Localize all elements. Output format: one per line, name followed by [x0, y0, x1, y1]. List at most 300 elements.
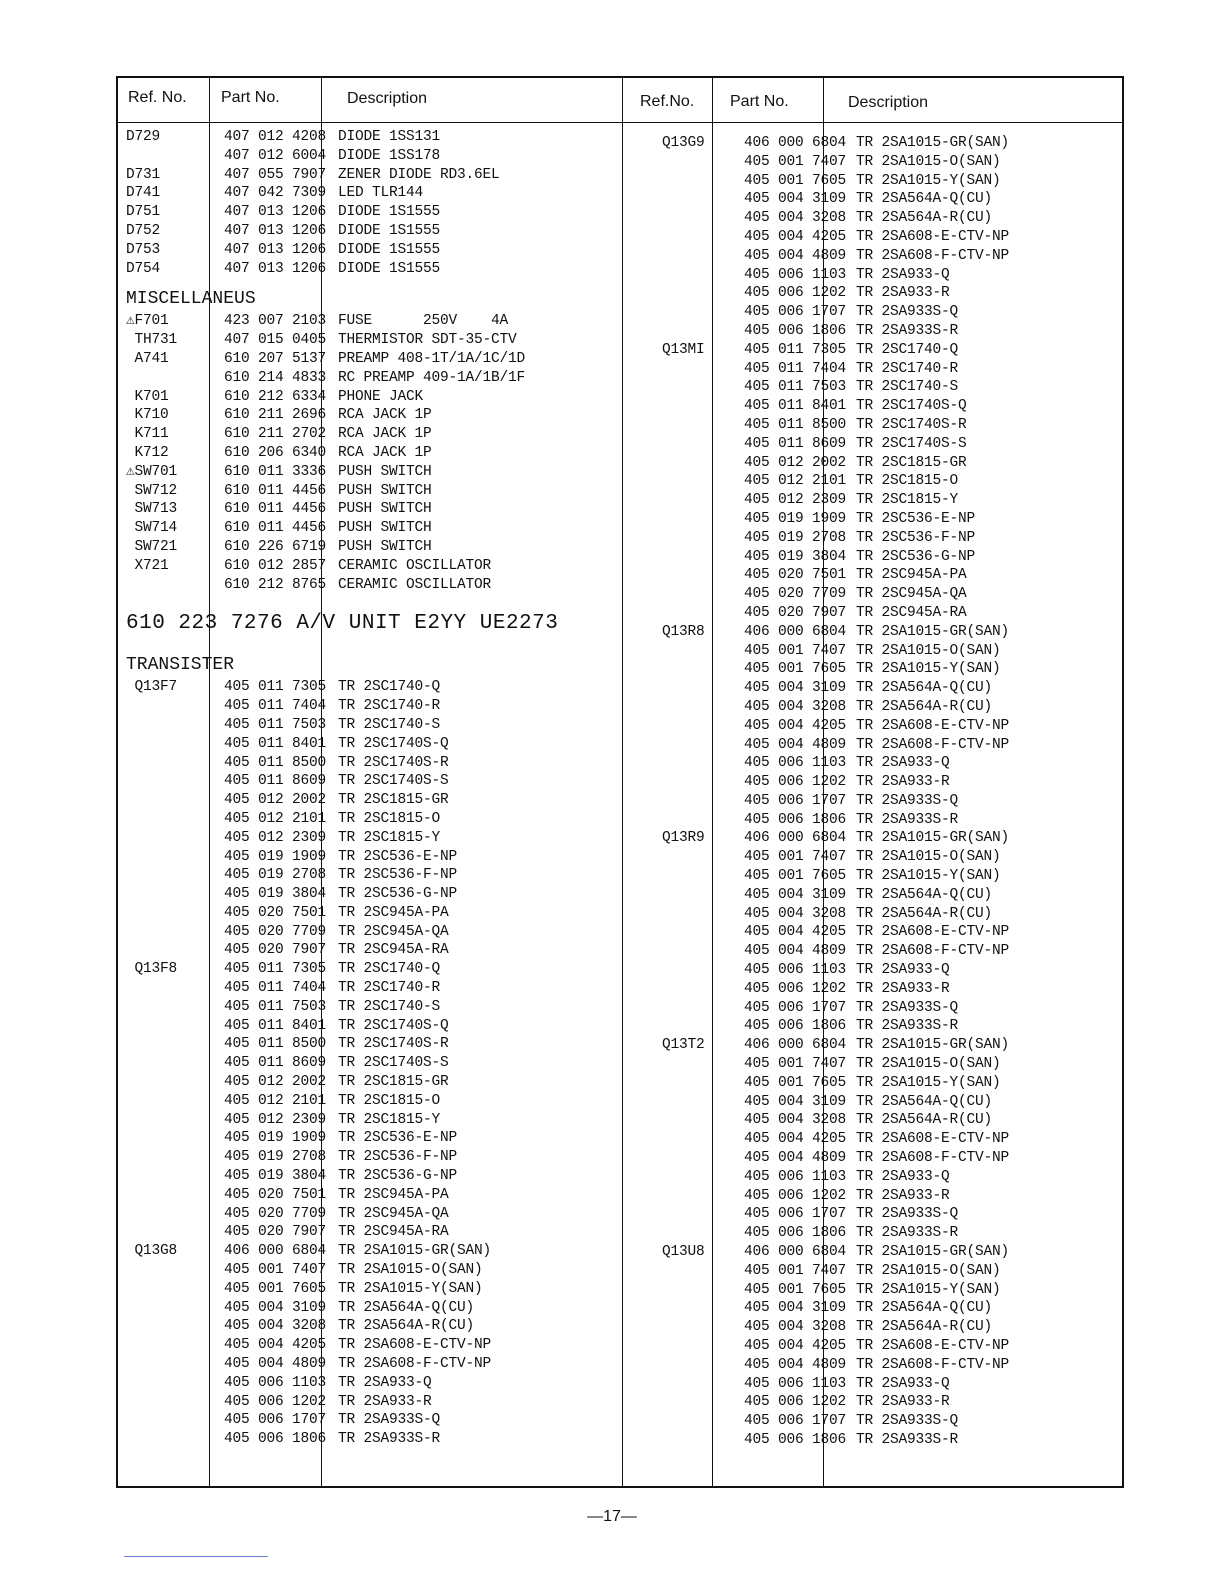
part-row [662, 266, 1122, 285]
part-row [662, 548, 1122, 567]
part-no: 405 004 4809 [744, 247, 847, 264]
description: TR 2SA933-R [856, 980, 950, 997]
description: TR 2SA933S-R [856, 322, 959, 339]
part-row [126, 500, 616, 519]
description: TR 2SC536-E-NP [856, 510, 976, 527]
ref-no: D752 [126, 222, 161, 239]
part-no: 405 011 8609 [224, 773, 327, 790]
part-row [126, 241, 616, 260]
part-row [126, 1261, 616, 1280]
description: TR 2SA1015-O(SAN) [856, 1262, 1001, 1279]
description: TR 2SA933-Q [856, 755, 950, 772]
description: TR 2SC1740S-Q [338, 1017, 449, 1034]
part-no: 405 012 2002 [224, 792, 327, 809]
part-no: 405 001 7605 [744, 661, 847, 678]
description: TR 2SA1015-Y(SAN) [856, 1281, 1001, 1298]
part-no: 405 001 7407 [224, 1262, 327, 1279]
part-row [126, 1280, 616, 1299]
description: TR 2SA1015-O(SAN) [856, 849, 1001, 866]
part-no: 405 004 4809 [744, 736, 847, 753]
description: TR 2SA564A-R(CU) [856, 698, 993, 715]
part-row [662, 811, 1122, 830]
description: TR 2SC1740-Q [856, 341, 959, 358]
ref-no: Q13G8 [126, 1243, 178, 1260]
ref-no: SW713 [126, 501, 178, 518]
part-no: 610 011 3336 [224, 463, 327, 480]
description: TR 2SC945A-RA [856, 604, 967, 621]
part-no: 405 004 3109 [744, 886, 847, 903]
ref-no: D741 [126, 185, 161, 202]
part-no: 405 004 4809 [224, 1356, 327, 1373]
description: TR 2SC1740-R [338, 980, 441, 997]
description: TR 2SC1740-R [856, 360, 959, 377]
part-no: 405 020 7709 [224, 1205, 327, 1222]
part-no: 405 004 3208 [744, 210, 847, 227]
part-row [662, 923, 1122, 942]
part-no: 405 006 1707 [744, 1206, 847, 1223]
ref-no: SW714 [126, 520, 178, 537]
part-no: 405 019 3804 [744, 548, 847, 565]
center-divider [622, 76, 623, 1488]
part-no: 405 011 8401 [744, 398, 847, 415]
part-no: 610 207 5137 [224, 350, 327, 367]
part-row [662, 529, 1122, 548]
part-row [662, 454, 1122, 473]
part-row [662, 172, 1122, 191]
part-row [126, 388, 616, 407]
part-row [126, 1205, 616, 1224]
description: TR 2SC536-F-NP [338, 867, 458, 884]
part-no: 405 006 1707 [744, 792, 847, 809]
description: TR 2SC536-F-NP [338, 1149, 458, 1166]
part-no: 406 000 6804 [744, 1037, 847, 1054]
ref-no: D731 [126, 166, 161, 183]
part-no: 405 019 2708 [744, 529, 847, 546]
description: TR 2SC1815-Y [338, 1111, 441, 1128]
description: TR 2SA608-F-CTV-NP [856, 736, 1010, 753]
part-no: 405 012 2002 [744, 454, 847, 471]
right-column [662, 134, 1122, 1450]
description: FUSE 250V 4A [338, 313, 509, 330]
part-row [662, 378, 1122, 397]
part-row [126, 885, 616, 904]
description: TR 2SA564A-Q(CU) [856, 680, 993, 697]
part-row [126, 1148, 616, 1167]
part-no: 610 214 4833 [224, 369, 327, 386]
description: TR 2SC945A-PA [856, 567, 967, 584]
part-no: 407 012 4208 [224, 129, 327, 145]
description: TR 2SA933S-Q [856, 1413, 959, 1430]
part-row [662, 1055, 1122, 1074]
description: RCA JACK 1P [338, 407, 432, 424]
description: TR 2SA564A-R(CU) [856, 905, 993, 922]
part-row [126, 1073, 616, 1092]
part-no: 405 004 4809 [744, 1356, 847, 1373]
part-row [662, 1074, 1122, 1093]
description: ZENER DIODE RD3.6EL [338, 166, 500, 183]
ref-no: TH731 [126, 332, 178, 349]
part-row [126, 1374, 616, 1393]
part-no: 405 011 8500 [744, 416, 847, 433]
ref-no: Q13F8 [126, 961, 178, 978]
part-no: 405 006 1103 [744, 962, 847, 979]
ref-no: K710 [126, 407, 169, 424]
part-no: 405 006 1806 [744, 322, 847, 339]
part-no: 610 011 4456 [224, 482, 327, 499]
description: RCA JACK 1P [338, 426, 432, 443]
ref-no: ⚠SW701 [126, 463, 178, 480]
part-no: 405 006 1806 [224, 1431, 327, 1448]
part-no: 405 004 3109 [744, 191, 847, 208]
part-no: 405 001 7407 [744, 849, 847, 866]
part-row [662, 773, 1122, 792]
part-row [126, 128, 616, 147]
part-no: 405 004 4205 [744, 717, 847, 734]
description: DIODE 1S1555 [338, 222, 441, 239]
part-no: 610 011 4456 [224, 501, 327, 518]
description: TR 2SA933-R [856, 285, 950, 302]
part-no: 407 042 7309 [224, 185, 327, 202]
part-row [662, 1299, 1122, 1318]
part-no: 610 211 2696 [224, 407, 327, 424]
part-no: 610 212 6334 [224, 388, 327, 405]
description: PUSH SWITCH [338, 520, 432, 537]
part-no: 610 226 6719 [224, 538, 327, 555]
ref-no: Q13F7 [126, 679, 178, 696]
part-row [126, 482, 616, 501]
description: TR 2SC945A-RA [338, 1224, 449, 1241]
part-row [126, 735, 616, 754]
description: TR 2SA1015-Y(SAN) [856, 661, 1001, 678]
part-row [662, 1205, 1122, 1224]
ref-no: Q13T2 [662, 1037, 705, 1054]
part-no: 405 001 7407 [744, 642, 847, 659]
part-no: 405 001 7605 [224, 1280, 327, 1297]
description: TR 2SC536-G-NP [856, 548, 976, 565]
part-no: 406 000 6804 [744, 1244, 847, 1261]
part-no: 405 006 1806 [744, 1225, 847, 1242]
part-row [662, 322, 1122, 341]
part-row [126, 1186, 616, 1205]
part-no: 405 011 7404 [744, 360, 847, 377]
header-desc-right: Description [848, 94, 929, 111]
part-row [662, 679, 1122, 698]
part-no: 407 015 0405 [224, 332, 327, 349]
part-no: 405 006 1202 [744, 285, 847, 302]
part-row [662, 190, 1122, 209]
description: TR 2SC1740-S [338, 716, 441, 733]
part-row [126, 444, 616, 463]
description: TR 2SC1740S-Q [338, 735, 449, 752]
description: DIODE 1SS131 [338, 129, 441, 145]
ref-no: Q13MI [662, 341, 705, 358]
part-row [126, 203, 616, 222]
part-row [126, 1242, 616, 1261]
description: TR 2SC1740S-R [338, 754, 449, 771]
part-row [662, 867, 1122, 886]
description: TR 2SA564A-Q(CU) [856, 1300, 993, 1317]
ref-no: K712 [126, 444, 169, 461]
part-no: 405 020 7907 [744, 604, 847, 621]
part-row [126, 1393, 616, 1412]
part-no: 405 020 7907 [224, 942, 327, 959]
description: TR 2SC945A-PA [338, 904, 449, 921]
header-part-right: Part No. [730, 93, 789, 110]
part-row [126, 576, 616, 595]
description: TR 2SA1015-Y(SAN) [856, 172, 1001, 189]
description: TR 2SC1815-Y [856, 492, 959, 509]
part-no: 407 055 7907 [224, 166, 327, 183]
part-no: 405 004 4809 [744, 1150, 847, 1167]
part-row [126, 829, 616, 848]
part-no: 405 020 7501 [224, 1186, 327, 1203]
description: TR 2SA933-Q [856, 962, 950, 979]
part-row [662, 886, 1122, 905]
part-row [126, 960, 616, 979]
description: TR 2SC1740S-S [856, 435, 967, 452]
part-row [662, 1431, 1122, 1450]
description: PUSH SWITCH [338, 538, 432, 555]
part-row [662, 999, 1122, 1018]
part-no: 405 006 1103 [744, 1168, 847, 1185]
part-row [662, 360, 1122, 379]
part-row [126, 519, 616, 538]
description: TR 2SA564A-R(CU) [338, 1318, 475, 1335]
part-row [662, 754, 1122, 773]
description: TR 2SA933S-Q [856, 1206, 959, 1223]
description: TR 2SA933-R [856, 774, 950, 791]
description: TR 2SA564A-Q(CU) [338, 1299, 475, 1316]
part-no: 405 020 7907 [224, 1224, 327, 1241]
description: TR 2SC1740-Q [338, 961, 441, 978]
ref-no: D751 [126, 204, 161, 221]
part-no: 406 000 6804 [744, 135, 847, 151]
part-no: 405 004 3208 [744, 1319, 847, 1336]
part-row [662, 472, 1122, 491]
description: TR 2SC945A-QA [338, 923, 449, 940]
part-no: 407 012 6004 [224, 147, 327, 164]
description: TR 2SC1740S-R [856, 416, 967, 433]
description: TR 2SA1015-Y(SAN) [338, 1280, 483, 1297]
description: TR 2SA933S-Q [856, 792, 959, 809]
part-no: 405 011 8500 [224, 1036, 327, 1053]
description: TR 2SA608-F-CTV-NP [338, 1356, 492, 1373]
description: TR 2SA1015-GR(SAN) [338, 1243, 492, 1260]
part-row [126, 810, 616, 829]
header-ref-right: Ref.No. [640, 93, 695, 110]
description: TR 2SA1015-Y(SAN) [856, 1074, 1001, 1091]
part-row [662, 736, 1122, 755]
description: PUSH SWITCH [338, 501, 432, 518]
part-row [662, 642, 1122, 661]
ref-no: D729 [126, 129, 161, 145]
part-no: 406 000 6804 [744, 623, 847, 640]
part-no: 405 004 3109 [744, 1300, 847, 1317]
description: TR 2SA933-R [856, 1394, 950, 1411]
description: TR 2SC1815-O [338, 1092, 441, 1109]
part-row [662, 1243, 1122, 1262]
part-row [126, 1017, 616, 1036]
part-no: 405 004 3208 [744, 698, 847, 715]
part-no: 405 011 7404 [224, 980, 327, 997]
part-row [662, 134, 1122, 153]
part-row [126, 979, 616, 998]
description: TR 2SA564A-R(CU) [856, 210, 993, 227]
part-row [662, 1318, 1122, 1337]
part-no: 405 011 7305 [224, 679, 327, 696]
description: TR 2SA608-F-CTV-NP [856, 943, 1010, 960]
description: TR 2SC1815-O [338, 810, 441, 827]
part-no: 405 004 3208 [744, 1112, 847, 1129]
part-no: 405 006 1202 [744, 980, 847, 997]
description: TR 2SC1815-GR [338, 792, 449, 809]
description: TR 2SC1815-GR [338, 1074, 449, 1091]
part-no: 405 011 8401 [224, 735, 327, 752]
description: TR 2SC1740-Q [338, 679, 441, 696]
part-row [126, 1299, 616, 1318]
part-row [662, 341, 1122, 360]
description: TR 2SA933-Q [856, 266, 950, 283]
part-row [662, 1168, 1122, 1187]
section-heading: TRANSISTER [126, 655, 235, 676]
part-no: 405 004 4205 [224, 1337, 327, 1354]
description: DIODE 1S1555 [338, 241, 441, 258]
part-row [662, 1262, 1122, 1281]
description: DIODE 1S1555 [338, 204, 441, 221]
part-no: 405 012 2309 [744, 492, 847, 509]
part-row [662, 1111, 1122, 1130]
part-row [662, 829, 1122, 848]
part-row [126, 312, 616, 331]
part-no: 406 000 6804 [224, 1243, 327, 1260]
part-row [662, 698, 1122, 717]
part-row [126, 406, 616, 425]
part-row [662, 1412, 1122, 1431]
part-no: 405 006 1707 [744, 999, 847, 1016]
description: LED TLR144 [338, 185, 424, 202]
ref-no: K701 [126, 388, 169, 405]
part-no: 407 013 1206 [224, 260, 327, 277]
description: TR 2SA608-F-CTV-NP [856, 1150, 1010, 1167]
part-row [662, 980, 1122, 999]
part-no: 405 011 8609 [744, 435, 847, 452]
part-no: 405 019 1909 [744, 510, 847, 527]
part-no: 405 012 2101 [224, 810, 327, 827]
description: TR 2SA608-E-CTV-NP [856, 924, 1010, 941]
part-no: 405 011 8500 [224, 754, 327, 771]
description: TR 2SA1015-O(SAN) [856, 1056, 1001, 1073]
part-no: 610 212 8765 [224, 576, 327, 593]
part-no: 405 019 1909 [224, 848, 327, 865]
part-row [662, 1393, 1122, 1412]
part-row [662, 905, 1122, 924]
part-no: 405 004 3208 [744, 905, 847, 922]
part-no: 405 019 2708 [224, 1149, 327, 1166]
header-part-left: Part No. [221, 89, 280, 106]
part-no: 405 019 3804 [224, 1168, 327, 1185]
part-no: 405 001 7407 [744, 1262, 847, 1279]
description: TR 2SC1815-Y [338, 829, 441, 846]
part-row [662, 153, 1122, 172]
part-no: 405 006 1707 [744, 1413, 847, 1430]
description: TR 2SA1015-Y(SAN) [856, 868, 1001, 885]
ref-no: X721 [126, 557, 169, 574]
part-row [126, 1430, 616, 1449]
ref-no: SW712 [126, 482, 178, 499]
part-row [662, 209, 1122, 228]
description: TR 2SC945A-PA [338, 1186, 449, 1203]
part-row [126, 866, 616, 885]
part-row [662, 848, 1122, 867]
part-row [126, 1035, 616, 1054]
part-no: 405 004 4205 [744, 924, 847, 941]
part-row [126, 848, 616, 867]
part-no: 405 004 4205 [744, 228, 847, 245]
part-row [662, 1281, 1122, 1300]
section-heading: MISCELLANEUS [126, 289, 256, 310]
part-no: 407 013 1206 [224, 204, 327, 221]
description: TR 2SA608-F-CTV-NP [856, 247, 1010, 264]
description: PHONE JACK [338, 388, 424, 405]
description: TR 2SC1740-S [338, 998, 441, 1015]
description: TR 2SA608-E-CTV-NP [856, 1338, 1010, 1354]
description: TR 2SA933S-R [856, 1431, 959, 1448]
description: TR 2SC1740S-S [338, 773, 449, 790]
part-row [126, 463, 616, 482]
left-column [126, 128, 616, 1449]
part-row [126, 697, 616, 716]
description: TR 2SA1015-GR(SAN) [856, 623, 1010, 640]
part-row [126, 716, 616, 735]
part-no: 405 020 7501 [744, 567, 847, 584]
part-row [662, 303, 1122, 322]
part-row [662, 660, 1122, 679]
part-row [126, 260, 616, 279]
description: TR 2SA933-R [856, 1187, 950, 1204]
description: TR 2SA608-E-CTV-NP [856, 1131, 1010, 1148]
part-no: 407 013 1206 [224, 222, 327, 239]
part-no: 405 004 3109 [744, 1093, 847, 1110]
description: TR 2SC1815-O [856, 473, 959, 490]
part-no: 405 011 7503 [224, 998, 327, 1015]
description: TR 2SC1740S-S [338, 1055, 449, 1072]
part-no: 405 004 4205 [744, 1338, 847, 1354]
part-no: 405 012 2309 [224, 829, 327, 846]
part-no: 405 011 7404 [224, 698, 327, 715]
part-no: 405 006 1806 [744, 1018, 847, 1035]
description: TR 2SA1015-GR(SAN) [856, 830, 1010, 847]
part-row [126, 998, 616, 1017]
part-no: 405 020 7709 [224, 923, 327, 940]
description: TR 2SA564A-Q(CU) [856, 191, 993, 208]
ref-no: D754 [126, 260, 161, 277]
description: TR 2SC945A-QA [856, 586, 967, 603]
description: TR 2SC536-G-NP [338, 886, 458, 903]
description: TR 2SA608-E-CTV-NP [338, 1337, 492, 1354]
part-row [126, 425, 616, 444]
part-row [126, 1355, 616, 1374]
part-no: 405 001 7605 [744, 868, 847, 885]
part-no: 405 001 7407 [744, 1056, 847, 1073]
part-row [662, 1093, 1122, 1112]
part-no: 405 011 7503 [744, 379, 847, 396]
ref-no: Q13R8 [662, 623, 705, 640]
ref-no: D753 [126, 241, 161, 258]
part-row [126, 1054, 616, 1073]
description: TR 2SA933-Q [856, 1375, 950, 1392]
part-row [126, 1317, 616, 1336]
ref-no: ⚠F701 [126, 313, 169, 330]
